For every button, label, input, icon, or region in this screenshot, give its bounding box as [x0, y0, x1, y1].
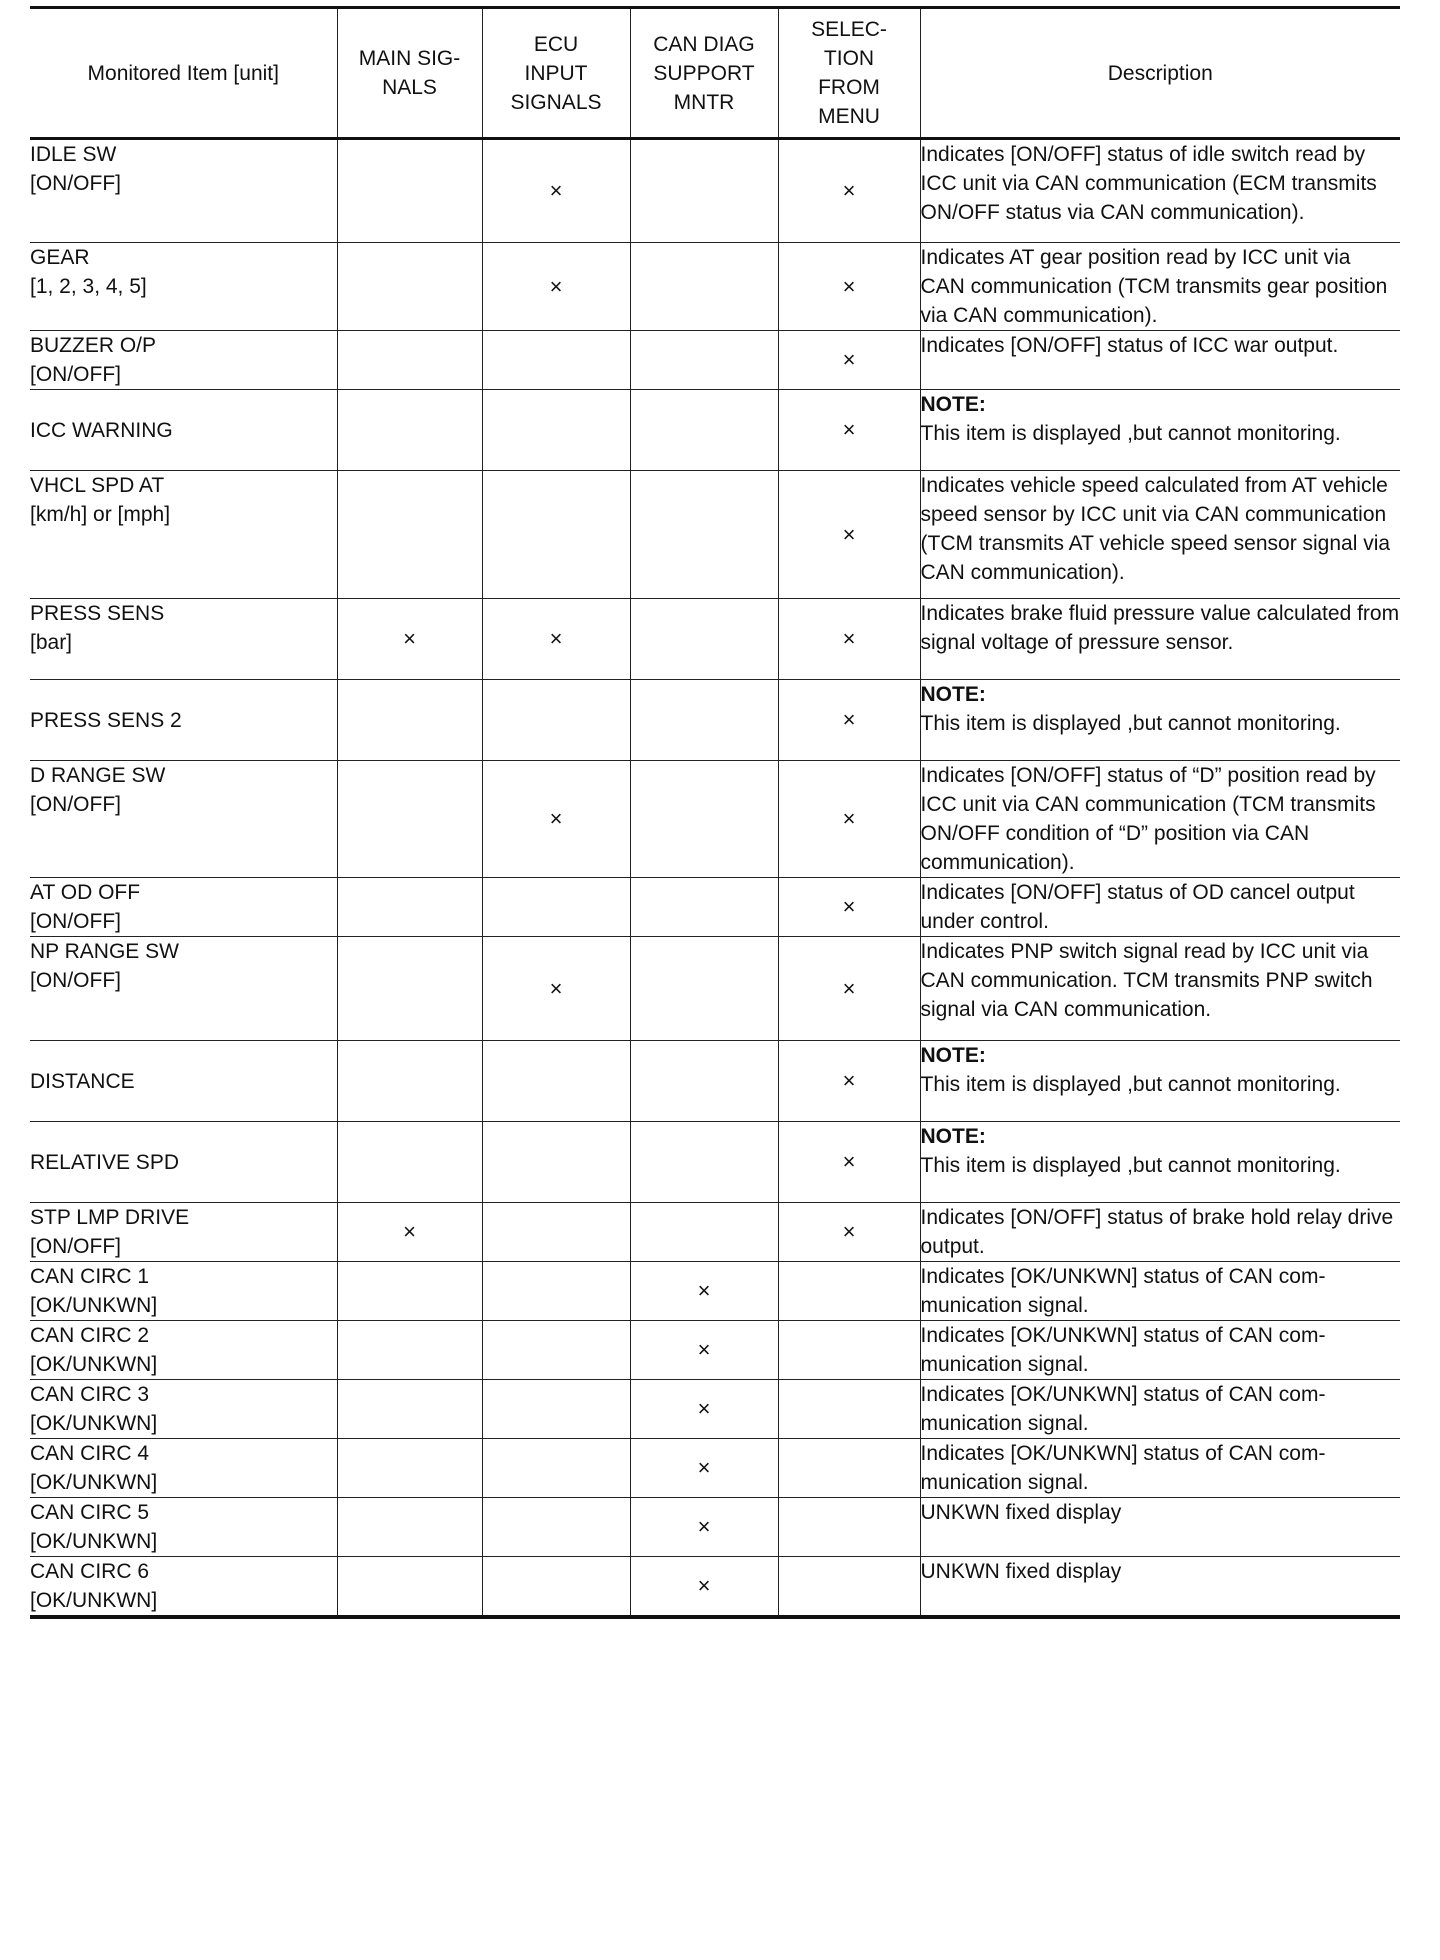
ecu-input-signals-mark-cell [482, 471, 630, 599]
main-signals-mark-cell [337, 1380, 482, 1439]
selection-from-menu-mark-cell [778, 937, 920, 1041]
description-text: Indicates [ON/OFF] status of OD cancel output under control. [920, 881, 1355, 933]
can-diag-support-mark-cell [630, 937, 778, 1041]
can-diag-support-mark-cell [630, 471, 778, 599]
description-text: Indicates PNP switch signal read by ICC unit via CAN communication. TCM transmits PNP switch signal via CAN communication. [920, 940, 1373, 1021]
description-cell [920, 599, 1400, 680]
description-text: This item is displayed ,but cannot monitoring. [920, 712, 1341, 735]
ecu-input-signals-mark-cell [482, 1262, 630, 1321]
main-signals-mark-cell [337, 937, 482, 1041]
can-diag-support-mark-cell [630, 390, 778, 471]
item-unit: [OK/UNKWN] [30, 1530, 158, 1553]
ecu-input-signals-mark-cell [482, 937, 630, 1041]
selection-from-menu-mark: × [842, 626, 856, 651]
table-row [30, 1262, 1400, 1321]
selection-from-menu-mark-cell [778, 331, 920, 390]
can-diag-support-mark-cell [630, 1321, 778, 1380]
can-diag-support-mark: × [697, 1573, 711, 1598]
ecu-input-signals-mark-cell [482, 878, 630, 937]
main-signals-mark-cell [337, 1122, 482, 1203]
selection-from-menu-mark: × [842, 894, 856, 919]
ecu-input-signals-mark-cell [482, 680, 630, 761]
item-unit: [OK/UNKWN] [30, 1589, 158, 1612]
ecu-input-signals-mark-cell [482, 243, 630, 331]
monitored-item-cell [30, 471, 337, 599]
main-signals-mark-cell [337, 761, 482, 878]
ecu-input-signals-mark-cell [482, 1041, 630, 1122]
selection-from-menu-mark: × [842, 273, 856, 299]
description-cell [920, 761, 1400, 878]
selection-from-menu-mark: × [842, 1149, 856, 1174]
table-row [30, 1122, 1400, 1203]
can-diag-support-mark: × [697, 1337, 711, 1362]
description-text: This item is displayed ,but cannot monitoring. [920, 1154, 1341, 1177]
table-row [30, 761, 1400, 878]
item-unit: [1, 2, 3, 4, 5] [30, 275, 147, 298]
main-signals-mark-cell [337, 139, 482, 243]
table-row [30, 1380, 1400, 1439]
table-row [30, 471, 1400, 599]
description-cell [920, 1439, 1400, 1498]
description-cell [920, 680, 1400, 761]
description-cell [920, 878, 1400, 937]
item-unit: [OK/UNKWN] [30, 1353, 158, 1376]
selection-from-menu-mark-cell [778, 878, 920, 937]
description-text: Indicates vehicle speed calculated from AT vehicle speed sensor by ICC unit via CAN communication (TCM transmits AT vehicle speed sensor signal via CAN communication). [920, 474, 1391, 584]
monitored-item-cell [30, 680, 337, 761]
selection-from-menu-mark: × [842, 347, 856, 372]
selection-from-menu-mark: × [842, 417, 856, 442]
monitored-item-cell [30, 139, 337, 243]
ecu-input-signals-mark: × [549, 806, 563, 831]
item-name: D RANGE SW [30, 764, 166, 787]
ecu-input-signals-mark-cell [482, 599, 630, 680]
main-signals-mark-cell [337, 1262, 482, 1321]
description-text: This item is displayed ,but cannot monitoring. [920, 422, 1341, 445]
description-text: Indicates AT gear position read by ICC unit via CAN communication (TCM transmits gear position via CAN communication). [920, 246, 1388, 327]
can-diag-support-mark-cell [630, 1498, 778, 1557]
description-text: Indicates [ON/OFF] status of ICC war output. [920, 334, 1339, 357]
item-name: CAN CIRC 5 [30, 1501, 150, 1524]
selection-from-menu-mark-cell [778, 1262, 920, 1321]
ecu-input-signals-mark-cell [482, 1557, 630, 1618]
description-cell [920, 1380, 1400, 1439]
can-diag-support-mark-cell [630, 878, 778, 937]
description-cell [920, 1498, 1400, 1557]
item-unit: [OK/UNKWN] [30, 1294, 158, 1317]
item-name: NP RANGE SW [30, 940, 179, 963]
item-unit: [km/h] or [mph] [30, 503, 171, 526]
table-row [30, 331, 1400, 390]
selection-from-menu-mark-cell [778, 680, 920, 761]
table-row [30, 680, 1400, 761]
ecu-input-signals-mark-cell [482, 331, 630, 390]
main-signals-mark-cell [337, 680, 482, 761]
item-name: AT OD OFF [30, 881, 141, 904]
can-diag-support-mark-cell [630, 331, 778, 390]
description-text: UNKWN fixed display [920, 1560, 1122, 1583]
selection-from-menu-mark-cell [778, 1498, 920, 1557]
description-text: Indicates [OK/UNKWN] status of CAN communication signal. [920, 1324, 1326, 1376]
table-row [30, 599, 1400, 680]
main-signals-mark-cell [337, 331, 482, 390]
table-row [30, 937, 1400, 1041]
main-signals-mark-cell [337, 1498, 482, 1557]
selection-from-menu-mark-cell [778, 243, 920, 331]
item-name: CAN CIRC 4 [30, 1442, 150, 1465]
ecu-input-signals-mark: × [549, 975, 563, 1001]
monitored-item-cell [30, 1380, 337, 1439]
description-cell [920, 1203, 1400, 1262]
note-label: NOTE: [920, 1125, 986, 1148]
table-row [30, 878, 1400, 937]
item-name: CAN CIRC 6 [30, 1560, 150, 1583]
can-diag-support-mark-cell [630, 1439, 778, 1498]
can-diag-support-mark-cell [630, 1380, 778, 1439]
selection-from-menu-mark: × [842, 1068, 856, 1093]
selection-from-menu-mark-cell [778, 1439, 920, 1498]
header-can-diag-support-mntr: CAN DIAG SUPPORT MNTR [630, 8, 778, 139]
item-unit: [ON/OFF] [30, 172, 121, 195]
selection-from-menu-mark-cell [778, 390, 920, 471]
item-name: RELATIVE SPD [30, 1150, 179, 1174]
main-signals-mark-cell [337, 390, 482, 471]
item-unit: [ON/OFF] [30, 363, 121, 386]
description-text: Indicates [ON/OFF] status of “D” position read by ICC unit via CAN communication (TCM transmits ON/OFF condition of “D” position via CAN communication). [920, 764, 1376, 874]
description-cell [920, 1122, 1400, 1203]
header-monitored-item: Monitored Item [unit] [30, 8, 337, 139]
description-text: UNKWN fixed display [920, 1501, 1122, 1524]
ecu-input-signals-mark: × [549, 626, 563, 651]
item-name: GEAR [30, 246, 90, 269]
table-row [30, 243, 1400, 331]
ecu-input-signals-mark-cell [482, 761, 630, 878]
monitored-item-cell [30, 599, 337, 680]
description-cell [920, 139, 1400, 243]
table-row [30, 390, 1400, 471]
description-cell [920, 390, 1400, 471]
item-name: CAN CIRC 1 [30, 1265, 150, 1288]
description-text: Indicates [ON/OFF] status of brake hold relay drive output. [920, 1206, 1394, 1258]
ecu-input-signals-mark: × [549, 178, 563, 203]
table-row [30, 1439, 1400, 1498]
item-unit: [ON/OFF] [30, 969, 121, 992]
main-signals-mark-cell [337, 1321, 482, 1380]
monitor-item-table [30, 6, 1400, 1619]
item-unit: [OK/UNKWN] [30, 1471, 158, 1494]
description-text: Indicates [OK/UNKWN] status of CAN communication signal. [920, 1265, 1326, 1317]
selection-from-menu-mark-cell [778, 139, 920, 243]
selection-from-menu-mark: × [842, 1219, 856, 1244]
ecu-input-signals-mark-cell [482, 1321, 630, 1380]
selection-from-menu-mark-cell [778, 471, 920, 599]
selection-from-menu-mark-cell [778, 1557, 920, 1618]
selection-from-menu-mark-cell [778, 1122, 920, 1203]
monitored-item-cell [30, 1321, 337, 1380]
can-diag-support-mark-cell [630, 1557, 778, 1618]
table-row [30, 1498, 1400, 1557]
item-name: IDLE SW [30, 143, 117, 166]
ecu-input-signals-mark-cell [482, 1122, 630, 1203]
item-unit: [OK/UNKWN] [30, 1412, 158, 1435]
item-name: STP LMP DRIVE [30, 1206, 190, 1229]
monitored-item-cell [30, 878, 337, 937]
table-row [30, 1203, 1400, 1262]
monitored-item-cell [30, 1203, 337, 1262]
selection-from-menu-mark: × [842, 521, 856, 547]
description-cell [920, 331, 1400, 390]
can-diag-support-mark: × [697, 1278, 711, 1303]
item-name: BUZZER O/P [30, 334, 157, 357]
description-cell [920, 1321, 1400, 1380]
can-diag-support-mark-cell [630, 139, 778, 243]
ecu-input-signals-mark-cell [482, 1203, 630, 1262]
description-cell [920, 243, 1400, 331]
can-diag-support-mark-cell [630, 680, 778, 761]
selection-from-menu-mark: × [842, 178, 856, 203]
description-cell [920, 1041, 1400, 1122]
main-signals-mark-cell [337, 471, 482, 599]
note-label: NOTE: [920, 1044, 986, 1067]
item-name: VHCL SPD AT [30, 474, 165, 497]
note-label: NOTE: [920, 393, 986, 416]
monitored-item-cell [30, 1122, 337, 1203]
description-cell [920, 1262, 1400, 1321]
selection-from-menu-mark-cell [778, 761, 920, 878]
header-main-signals: MAIN SIG- NALS [337, 8, 482, 139]
monitored-item-cell [30, 390, 337, 471]
monitored-item-cell [30, 1262, 337, 1321]
main-signals-mark: × [403, 1219, 416, 1244]
description-text: This item is displayed ,but cannot monitoring. [920, 1073, 1341, 1096]
ecu-input-signals-mark-cell [482, 1380, 630, 1439]
can-diag-support-mark: × [697, 1455, 711, 1480]
header-selection-from-menu: SELEC- TION FROM MENU [778, 8, 920, 139]
can-diag-support-mark: × [697, 1514, 711, 1539]
selection-from-menu-mark-cell [778, 1321, 920, 1380]
main-signals-mark: × [403, 626, 416, 651]
monitored-item-cell [30, 761, 337, 878]
table-row [30, 1041, 1400, 1122]
monitored-item-cell [30, 1498, 337, 1557]
main-signals-mark-cell [337, 599, 482, 680]
header-ecu-input-signals: ECU INPUT SIGNALS [482, 8, 630, 139]
item-unit: [ON/OFF] [30, 793, 121, 816]
table-row [30, 139, 1400, 243]
selection-from-menu-mark: × [842, 975, 856, 1001]
can-diag-support-mark-cell [630, 761, 778, 878]
item-unit: [ON/OFF] [30, 1235, 121, 1258]
can-diag-support-mark-cell [630, 1262, 778, 1321]
can-diag-support-mark-cell [630, 1203, 778, 1262]
monitored-item-cell [30, 1041, 337, 1122]
item-unit: [ON/OFF] [30, 910, 121, 933]
item-name: PRESS SENS 2 [30, 708, 182, 732]
monitored-item-cell [30, 1439, 337, 1498]
monitored-item-cell [30, 1557, 337, 1618]
description-cell [920, 1557, 1400, 1618]
description-text: Indicates [OK/UNKWN] status of CAN communication signal. [920, 1383, 1326, 1435]
can-diag-support-mark-cell [630, 1041, 778, 1122]
description-cell [920, 471, 1400, 599]
description-text: Indicates [ON/OFF] status of idle switch read by ICC unit via CAN communication (ECM transmits ON/OFF status via CAN communication). [920, 143, 1377, 224]
monitored-item-cell [30, 243, 337, 331]
selection-from-menu-mark-cell [778, 1380, 920, 1439]
monitored-item-cell [30, 331, 337, 390]
can-diag-support-mark-cell [630, 599, 778, 680]
item-name: PRESS SENS [30, 602, 165, 625]
description-cell [920, 937, 1400, 1041]
selection-from-menu-mark: × [842, 806, 856, 831]
selection-from-menu-mark-cell [778, 1041, 920, 1122]
main-signals-mark-cell [337, 1203, 482, 1262]
item-unit: [bar] [30, 631, 73, 654]
main-signals-mark-cell [337, 1041, 482, 1122]
main-signals-mark-cell [337, 1439, 482, 1498]
main-signals-mark-cell [337, 878, 482, 937]
table-header-row [30, 8, 1400, 139]
table-row [30, 1321, 1400, 1380]
selection-from-menu-mark-cell [778, 1203, 920, 1262]
ecu-input-signals-mark-cell [482, 390, 630, 471]
selection-from-menu-mark-cell [778, 599, 920, 680]
ecu-input-signals-mark-cell [482, 1439, 630, 1498]
item-name: DISTANCE [30, 1069, 135, 1093]
item-name: CAN CIRC 2 [30, 1324, 150, 1347]
item-name: CAN CIRC 3 [30, 1383, 150, 1406]
ecu-input-signals-mark-cell [482, 139, 630, 243]
ecu-input-signals-mark: × [549, 273, 563, 299]
main-signals-mark-cell [337, 1557, 482, 1618]
monitored-item-cell [30, 937, 337, 1041]
selection-from-menu-mark: × [842, 707, 856, 732]
ecu-input-signals-mark-cell [482, 1498, 630, 1557]
description-text: Indicates [OK/UNKWN] status of CAN communication signal. [920, 1442, 1326, 1494]
can-diag-support-mark: × [697, 1396, 711, 1421]
header-description: Description [920, 8, 1400, 139]
can-diag-support-mark-cell [630, 1122, 778, 1203]
can-diag-support-mark-cell [630, 243, 778, 331]
table-body [30, 139, 1400, 1618]
item-name: ICC WARNING [30, 418, 173, 442]
note-label: NOTE: [920, 683, 986, 706]
description-text: Indicates brake fluid pressure value calculated from signal voltage of pressure sensor. [920, 602, 1400, 654]
monitor-item-table-page [30, 6, 1400, 1619]
table-row [30, 1557, 1400, 1618]
main-signals-mark-cell [337, 243, 482, 331]
